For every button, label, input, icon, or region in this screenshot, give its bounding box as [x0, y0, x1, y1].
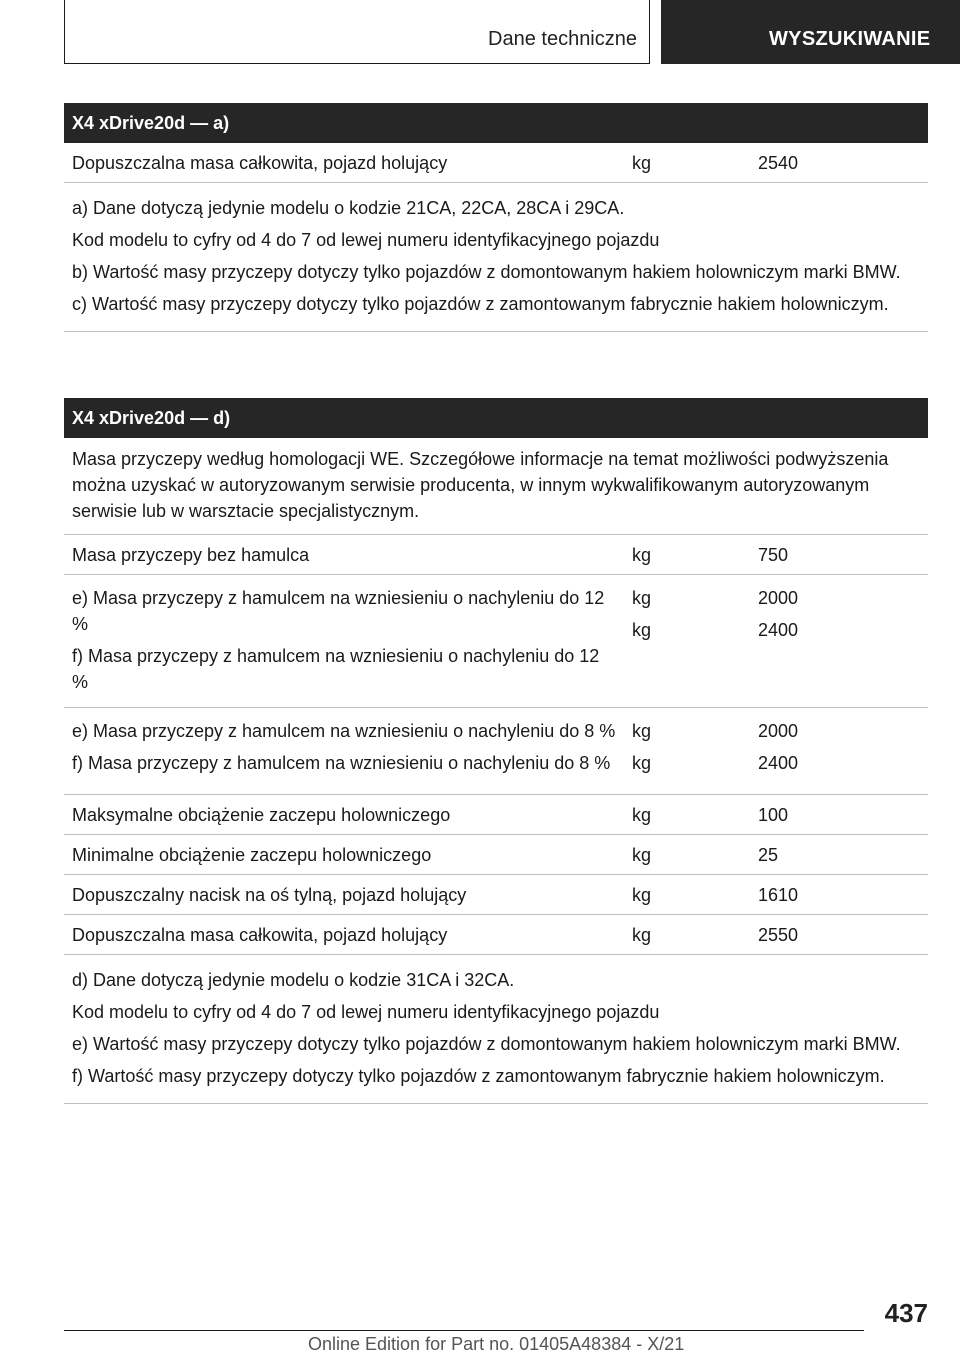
row-label: Minimalne obciążenie zaczepu holowniczego	[72, 844, 432, 865]
table-row	[64, 143, 928, 183]
row-value: 100	[758, 804, 789, 825]
page-header	[64, 0, 960, 64]
row-value: 750	[758, 544, 789, 565]
note: e) Wartość masy przyczepy dotyczy tylko pojazdów z domontowanym hakiem holowniczym marki BMW.	[72, 1034, 901, 1054]
row-unit: kg	[632, 721, 652, 741]
row-unit: kg	[632, 804, 652, 825]
note: b) Wartość masy przyczepy dotyczy tylko pojazdów z domontowanym hakiem holowniczym marki BMW.	[72, 262, 901, 282]
row-label: Masa przyczepy bez hamulca	[72, 544, 310, 565]
table-row	[64, 835, 928, 875]
row-label: f) Masa przyczepy z hamulcem na wzniesieniu o nachyleniu do 12 %	[72, 646, 600, 692]
table-notes	[64, 955, 928, 1104]
row-unit: kg	[632, 588, 652, 608]
row-unit: kg	[632, 152, 652, 173]
row-label: Dopuszczalna masa całkowita, pojazd holujący	[72, 924, 448, 945]
note: Kod modelu to cyfry od 4 do 7 od lewej numeru identyfikacyjnego pojazdu	[72, 1002, 660, 1022]
footer-divider	[64, 1330, 864, 1331]
table-title: X4 xDrive20d — d)	[64, 398, 928, 438]
row-value: 2400	[758, 753, 799, 773]
row-value: 2540	[758, 152, 799, 173]
section-tab-label: Dane techniczne	[488, 28, 637, 50]
row-value: 2000	[758, 721, 799, 741]
row-label: f) Masa przyczepy z hamulcem na wzniesieniu o nachyleniu do 8 %	[72, 753, 611, 773]
row-label: e) Masa przyczepy z hamulcem na wzniesieniu o nachyleniu do 12 %	[72, 588, 605, 634]
table-row	[64, 915, 928, 955]
row-unit: kg	[632, 620, 652, 640]
table-intro: Masa przyczepy według homologacji WE. Szczegółowe informacje na temat możliwości podwyższenia można uzyskać w autoryzowanym serwisie producenta, w innym wykwalifikowanym autoryzowanym serwisie lub w warsztacie specjalistycznym.	[64, 438, 928, 535]
table-row	[64, 795, 928, 835]
row-label: Dopuszczalny nacisk na oś tylną, pojazd holujący	[72, 884, 467, 905]
row-unit: kg	[632, 753, 652, 773]
row-unit: kg	[632, 544, 652, 565]
row-value: 25	[758, 844, 779, 865]
row-label: e) Masa przyczepy z hamulcem na wzniesieniu o nachyleniu do 8 %	[72, 721, 616, 741]
note: Kod modelu to cyfry od 4 do 7 od lewej numeru identyfikacyjnego pojazdu	[72, 230, 660, 250]
table-notes	[64, 183, 928, 332]
note: f) Wartość masy przyczepy dotyczy tylko pojazdów z zamontowanym fabrycznie hakiem holowniczym.	[72, 1066, 885, 1086]
row-value: 2000	[758, 588, 799, 608]
table-title: X4 xDrive20d — a)	[64, 103, 928, 143]
table-x4-xdrive20d-a	[64, 103, 928, 332]
search-tab-label: WYSZUKIWANIE	[769, 28, 931, 50]
table-row	[64, 708, 928, 795]
row-unit: kg	[632, 924, 652, 945]
row-value: 2550	[758, 924, 799, 945]
row-value: 2400	[758, 620, 799, 640]
row-label: Maksymalne obciążenie zaczepu holowniczego	[72, 804, 451, 825]
table-row	[64, 575, 928, 708]
row-unit: kg	[632, 884, 652, 905]
row-label: Dopuszczalna masa całkowita, pojazd holujący	[72, 152, 448, 173]
table-row	[64, 875, 928, 915]
note: a) Dane dotyczą jedynie modelu o kodzie 21CA, 22CA, 28CA i 29CA.	[72, 198, 625, 218]
edition-label: Online Edition for Part no. 01405A48384 - X/21	[308, 1334, 685, 1354]
search-tab[interactable]	[661, 0, 960, 64]
note: c) Wartość masy przyczepy dotyczy tylko pojazdów z zamontowanym fabrycznie hakiem holowniczym.	[72, 294, 889, 314]
note: d) Dane dotyczą jedynie modelu o kodzie 31CA i 32CA.	[72, 970, 515, 990]
table-x4-xdrive20d-d	[64, 398, 928, 1104]
table-row	[64, 535, 928, 575]
page-number: 437	[884, 1298, 928, 1328]
row-unit: kg	[632, 844, 652, 865]
row-value: 1610	[758, 884, 799, 905]
section-tab[interactable]	[64, 0, 650, 64]
